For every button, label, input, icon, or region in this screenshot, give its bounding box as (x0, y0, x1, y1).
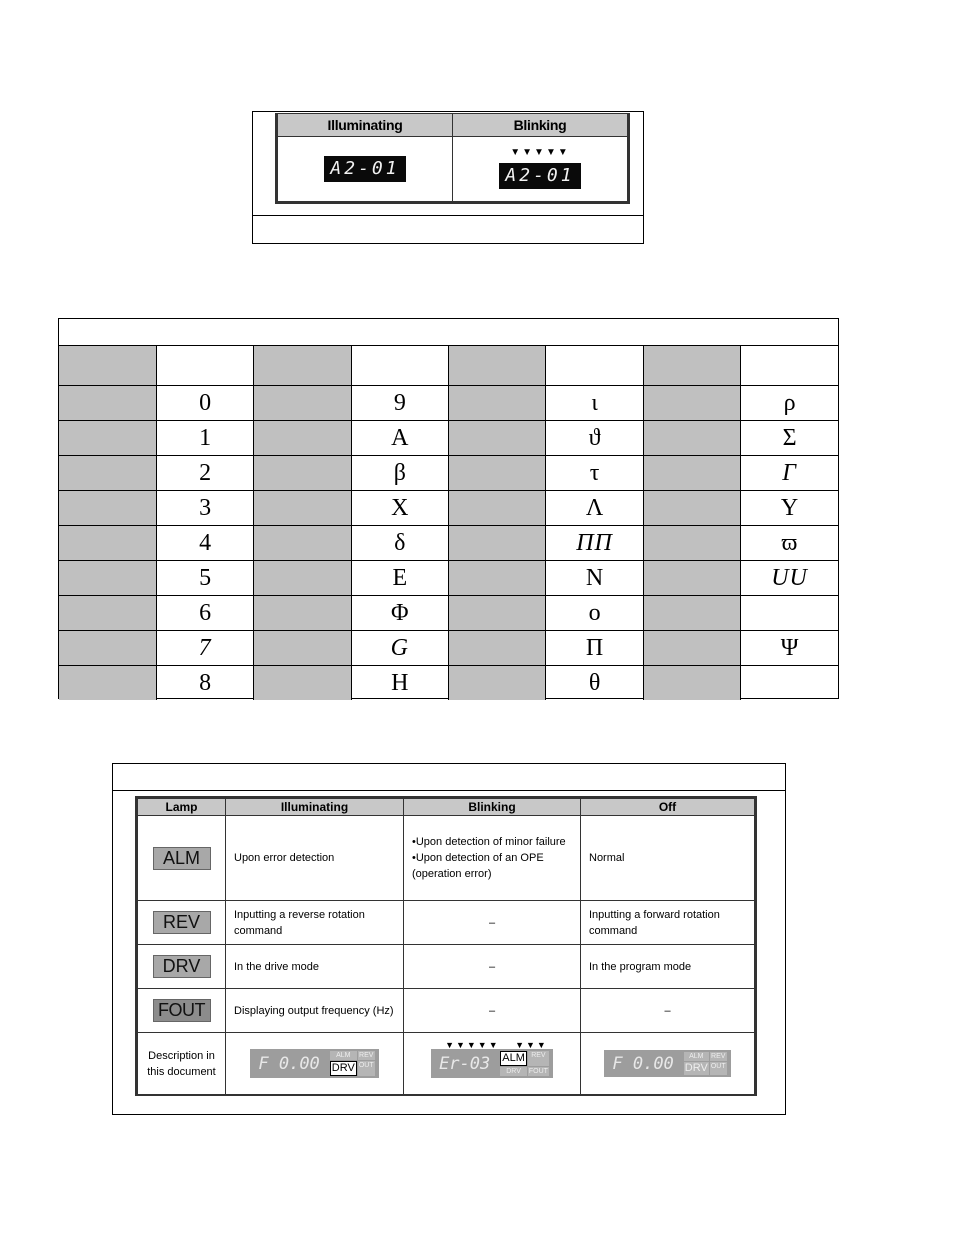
char-cell (741, 666, 838, 701)
char-cell: 3 (156, 491, 253, 526)
cell: Inputting a forward rotation command (581, 901, 755, 945)
blink-rays-icon: ▼▼▼▼▼ (445, 1040, 500, 1050)
char-cell: Φ (351, 596, 448, 631)
illuminating-header: Illuminating (278, 114, 453, 137)
display-value: Er-03 (439, 1053, 491, 1074)
char-cell: Ε (351, 561, 448, 596)
char-cell: ϑ (546, 421, 643, 456)
character-table-caption (59, 319, 838, 346)
rev-indicator: REV (711, 1053, 726, 1060)
blinking-cell (453, 137, 628, 202)
blinking-display-cell (404, 1033, 581, 1095)
char-cell: Η (351, 666, 448, 701)
header-cell (254, 346, 351, 386)
char-cell: δ (351, 526, 448, 561)
fout-lamp-badge: FOUT (153, 999, 211, 1022)
char-cell: ϖ (741, 526, 838, 561)
cell: Displaying output frequency (Hz) (226, 989, 404, 1033)
drv-indicator-off: DRV (684, 1062, 708, 1074)
display-value: F 0.00 (258, 1053, 320, 1074)
rev-indicator: REV (528, 1051, 549, 1066)
char-cell: Λ (546, 491, 643, 526)
char-cell: Σ (741, 421, 838, 456)
illuminating-display-cell (226, 1033, 404, 1095)
drv-lamp-badge: DRV (153, 955, 211, 978)
char-cell: Ν (546, 561, 643, 596)
out-indicator: OUT (358, 1061, 375, 1076)
lamp-table-frame (135, 796, 757, 1096)
table-row (59, 561, 838, 596)
list-item: • Upon detection of an OPE (operation error) (412, 850, 572, 882)
table-row (59, 491, 838, 526)
cell: – (404, 901, 581, 945)
off-header: Off (581, 799, 755, 816)
seven-segment-display-blinking: A2-01 (499, 163, 580, 189)
cell: Normal (581, 816, 755, 901)
cell: In the drive mode (226, 945, 404, 989)
table-row (138, 1033, 755, 1095)
table-row (138, 816, 755, 901)
char-cell: Υ (741, 491, 838, 526)
caption-divider (253, 215, 643, 216)
char-cell-lcd: 7 (156, 631, 253, 666)
fout-indicator: FOUT (528, 1068, 548, 1075)
header-cell (546, 346, 643, 386)
table-row (59, 386, 838, 421)
drv-indicator: DRV (500, 1067, 527, 1076)
char-cell-lcd: UU (741, 561, 838, 596)
operator-display-off (604, 1050, 730, 1077)
cell (404, 816, 581, 901)
char-cell-lcd: G (351, 631, 448, 666)
table-row (138, 901, 755, 945)
char-cell: 8 (156, 666, 253, 701)
lamp-header: Lamp (138, 799, 226, 816)
table-row (59, 666, 838, 701)
description-label: Description in this document (138, 1033, 226, 1095)
alm-indicator: ALM (330, 1051, 357, 1060)
char-cell: ι (546, 386, 643, 421)
alm-lamp-badge: ALM (153, 847, 211, 870)
char-cell-lcd: ΠΠ (546, 526, 643, 561)
char-cell: Ψ (741, 631, 838, 666)
char-cell-lcd: Γ (741, 456, 838, 491)
char-cell: 2 (156, 456, 253, 491)
table-row (59, 526, 838, 561)
alm-indicator: ALM (684, 1052, 709, 1061)
list-item: • Upon detection of minor failure (412, 834, 572, 850)
char-cell: ο (546, 596, 643, 631)
lamp-figure (112, 763, 786, 1115)
blink-rays-icon: ▼▼▼ (515, 1040, 548, 1050)
table-row (59, 631, 838, 666)
cell: Upon error detection (226, 816, 404, 901)
header-cell (741, 346, 838, 386)
display-value: F 0.00 (612, 1053, 674, 1074)
out-indicator: OUT (710, 1062, 727, 1075)
table-row (138, 989, 755, 1033)
seven-segment-display: A2-01 (324, 156, 405, 182)
operator-display-blinking (431, 1040, 553, 1078)
illuminating-cell (278, 137, 453, 202)
table-row (59, 456, 838, 491)
drv-indicator-on: DRV (331, 1062, 355, 1074)
alm-indicator-on: ALM (502, 1052, 525, 1064)
char-cell: Π (546, 631, 643, 666)
char-cell: 0 (156, 386, 253, 421)
cell: Inputting a reverse rotation command (226, 901, 404, 945)
char-cell: Χ (351, 491, 448, 526)
lamp-figure-caption (113, 764, 785, 791)
char-cell: 4 (156, 526, 253, 561)
char-cell (741, 596, 838, 631)
char-cell: 5 (156, 561, 253, 596)
char-cell: θ (546, 666, 643, 701)
header-cell (156, 346, 253, 386)
cell: – (404, 945, 581, 989)
operator-display-illuminating (250, 1049, 378, 1078)
char-cell: Α (351, 421, 448, 456)
rev-lamp-badge: REV (153, 911, 211, 934)
rev-indicator: REV (359, 1052, 374, 1059)
table-row (59, 421, 838, 456)
illumination-table-frame (275, 113, 630, 204)
blink-rays-icon: ▼▼▼▼▼ (510, 147, 570, 158)
header-cell (449, 346, 546, 386)
char-cell: 6 (156, 596, 253, 631)
blinking-header: Blinking (404, 799, 581, 816)
char-cell: 1 (156, 421, 253, 456)
cell: In the program mode (581, 945, 755, 989)
table-row (138, 945, 755, 989)
table-row (59, 596, 838, 631)
illuminating-header: Illuminating (226, 799, 404, 816)
char-cell: τ (546, 456, 643, 491)
cell: – (404, 989, 581, 1033)
char-cell: 9 (351, 386, 448, 421)
cell: – (581, 989, 755, 1033)
header-cell (643, 346, 740, 386)
char-cell: ρ (741, 386, 838, 421)
header-cell (59, 346, 156, 386)
char-cell: β (351, 456, 448, 491)
character-table (58, 318, 839, 699)
illumination-figure (252, 111, 644, 244)
blinking-header: Blinking (453, 114, 628, 137)
header-cell (351, 346, 448, 386)
off-display-cell (581, 1033, 755, 1095)
